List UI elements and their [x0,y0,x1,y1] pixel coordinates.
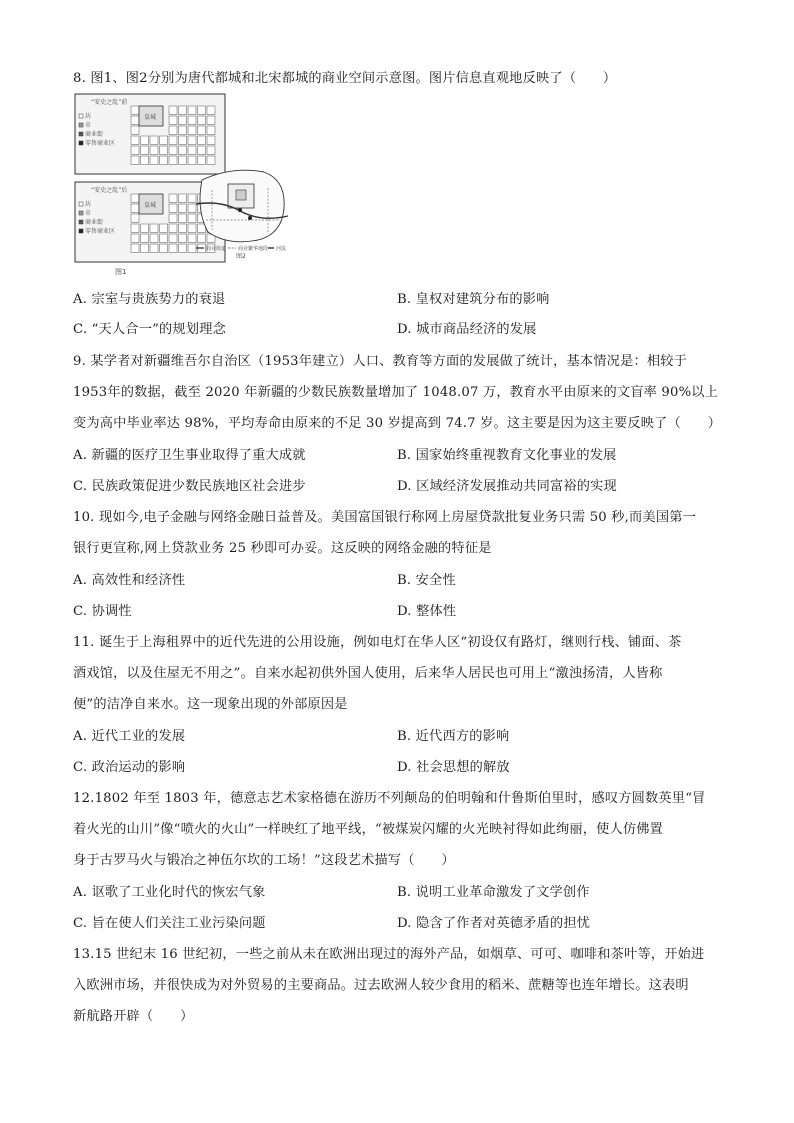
ward-block [150,136,158,145]
ward-block [169,214,177,223]
ward-block [179,194,187,203]
ward-block [131,224,139,233]
ward-block [131,244,139,253]
ward-block [131,204,139,213]
q8-option-d[interactable]: D. 城市商品经济的发展 [397,322,537,337]
ward-block [150,244,158,253]
ward-block [169,234,177,243]
q8-stem: 8. 图1、图2分别为唐代都城和北宋都城的商业空间示意图。图片信息直观地反映了（ ） [73,71,617,86]
ward-block [141,224,149,233]
ward-block [179,234,187,243]
q10-line-2: 银行更宣称,网上贷款业务 25 秒即可办妥。这反映的网络金融的特征是 [73,541,492,556]
ward-block [169,244,177,253]
q10-option-c[interactable]: C. 协调性 [73,604,132,619]
ward-block [169,194,177,203]
q11-line-2: 酒戏馆，以及住屋无不用之”。自来水起初供外国人使用，后来华人居民也可用上“激浊扬清，人皆称 [73,666,663,681]
q8-option-c[interactable]: C. “天人合一”的规划理念 [73,322,226,337]
ward-block [131,116,139,125]
svg-text:市: 市 [85,210,92,217]
q9-line-1: 9. 某学者对新疆维吾尔自治区（1953年建立）人口、教育等方面的发展做了统计，基本情况是：相较于 [73,354,688,369]
q12-line-2: 着火光的山川”像“喷火的火山”一样映红了地平线，“被煤炭闪耀的火光映衬得如此绚丽，使人仿佛置 [73,822,664,837]
ward-block [131,214,139,223]
ward-block [179,126,187,135]
ward-block [188,126,196,135]
q11-line-3: 便”的洁净自来水。这一现象出现的外部原因是 [73,697,348,712]
ward-block [179,116,187,125]
ward-block [179,204,187,213]
svg-text:零售商业区: 零售商业区 [85,228,116,235]
ward-block [141,136,149,145]
ward-block [150,156,158,165]
figure-1-label: 图1 [115,268,127,276]
q13-line-1: 13.15 世纪末 16 世纪初，一些之前从未在欧洲出现过的海外产品，如烟草、可可、咖啡和茶叶等，开始进 [73,947,705,962]
ward-block [131,126,139,135]
q11-option-a[interactable]: A. 近代工业的发展 [73,729,186,744]
ward-block [141,234,149,243]
ward-block [207,116,215,125]
ward-block [131,194,139,203]
ward-block [169,146,177,155]
svg-text:坊: 坊 [85,113,92,120]
q11-option-b[interactable]: B. 近代西方的影响 [397,729,510,744]
q11-option-c[interactable]: C. 政治运动的影响 [73,760,186,775]
q13-line-3: 新航路开辟（ ） [73,1009,194,1024]
svg-text:市: 市 [85,122,92,129]
ward-block [198,146,206,155]
q12-line-1: 12.1802 年至 1803 年，德意志艺术家格德在游历不列颠岛的伯明翰和什鲁斯伯里时，感叹方圆数英里“冒 [73,791,706,806]
ward-block [207,126,215,135]
ward-block [160,234,168,243]
q12-option-a[interactable]: A. 讴歌了工业化时代的恢宏气象 [73,885,266,900]
figure-1-bottom-center-label: 皇城 [144,202,157,209]
ward-block [141,156,149,165]
ward-block [150,234,158,243]
q10-option-a[interactable]: A. 高效性和经济性 [73,573,186,588]
ward-block [169,224,177,233]
svg-text:商业繁华地段: 商业繁华地段 [238,246,269,252]
ward-block [169,116,177,125]
q9-option-a[interactable]: A. 新疆的医疗卫生事业取得了重大成就 [73,448,306,463]
svg-text:坊: 坊 [85,201,92,208]
svg-text:商业街道: 商业街道 [206,246,227,252]
ward-block [188,146,196,155]
figure-1-top-center-label: 皇城 [144,114,157,121]
figure-2-label: 图2 [236,253,246,260]
ward-block [160,244,168,253]
ward-block [160,146,168,155]
ward-block [188,106,196,115]
svg-text:零售商业区: 零售商业区 [85,140,116,147]
ward-block [179,224,187,233]
ward-block [150,146,158,155]
q8-option-a[interactable]: A. 宗室与贵族势力的衰退 [73,292,226,307]
q9-line-3: 变为高中毕业率达 98%，平均寿命由原来的不足 30 岁提高到 74.7 岁。这主要是因为这主要反映了（ ） [73,416,722,431]
ward-block [141,244,149,253]
ward-block [207,146,215,155]
ward-block [131,156,139,165]
ward-block [131,234,139,243]
ward-block [179,146,187,155]
ward-block [179,244,187,253]
q12-option-b[interactable]: B. 说明工业革命激发了文学创作 [397,885,590,900]
q12-option-d[interactable]: D. 隐含了作者对英德矛盾的担忧 [397,916,591,931]
q12-line-3: 身于古罗马火与锻冶之神伍尔坎的工场！”这段艺术描写（ ） [73,853,455,868]
ward-block [198,116,206,125]
ward-block [179,156,187,165]
ward-block [207,106,215,115]
q8-option-b[interactable]: B. 皇权对建筑分布的影响 [397,292,550,307]
ward-block [179,136,187,145]
ward-block [160,136,168,145]
q9-option-d[interactable]: D. 区域经济发展推动共同富裕的实现 [397,479,617,494]
ward-block [188,116,196,125]
figure-2-map [192,160,292,260]
figure-1-top-title: “安史之乱”前 [91,99,128,106]
ward-block [198,136,206,145]
ward-block [169,136,177,145]
ward-block [131,136,139,145]
ward-block [179,106,187,115]
svg-text:商业街: 商业街 [85,131,104,138]
ward-block [198,126,206,135]
ward-block [207,136,215,145]
q13-line-2: 入欧洲市场，并很快成为对外贸易的主要商品。过去欧洲人较少食用的稻米、蔗糖等也连年增长。这表明 [73,978,689,993]
figure-1-bottom-title: “安史之乱”后 [91,187,128,194]
ward-block [160,156,168,165]
q10-option-b[interactable]: B. 安全性 [397,573,456,588]
q12-option-c[interactable]: C. 旨在使人们关注工业污染问题 [73,916,266,931]
ward-block [179,214,187,223]
q10-option-d[interactable]: D. 整体性 [397,604,457,619]
q9-option-b[interactable]: B. 国家始终重视教育文化事业的发展 [397,448,617,463]
q10-line-1: 10. 现如今,电子金融与网络金融日益普及。美国富国银行称网上房屋贷款批复业务只需 50 秒,而美国第一 [73,510,696,525]
figure-2 [192,160,292,260]
q11-line-1: 11. 诞生于上海租界中的近代先进的公用设施，例如电灯在华人区“初设仅有路灯，继则行栈、铺面、茶 [73,635,682,650]
svg-text:商业街: 商业街 [85,219,104,226]
ward-block [169,156,177,165]
svg-text:河流: 河流 [276,246,287,252]
ward-block [198,106,206,115]
q11-option-d[interactable]: D. 社会思想的解放 [397,760,510,775]
ward-block [131,106,139,115]
ward-block [131,146,139,155]
ward-block [141,146,149,155]
ward-block [160,224,168,233]
ward-block [169,204,177,213]
q9-line-2: 1953年的数据，截至 2020 年新疆的少数民族数量增加了 1048.07 万，教育水平由原来的文盲率 90%以上 [73,385,719,400]
ward-block [150,224,158,233]
ward-block [169,106,177,115]
ward-block [169,126,177,135]
q9-option-c[interactable]: C. 民族政策促进少数民族地区社会进步 [73,479,306,494]
figure-2-legend [196,245,286,252]
ward-block [188,136,196,145]
